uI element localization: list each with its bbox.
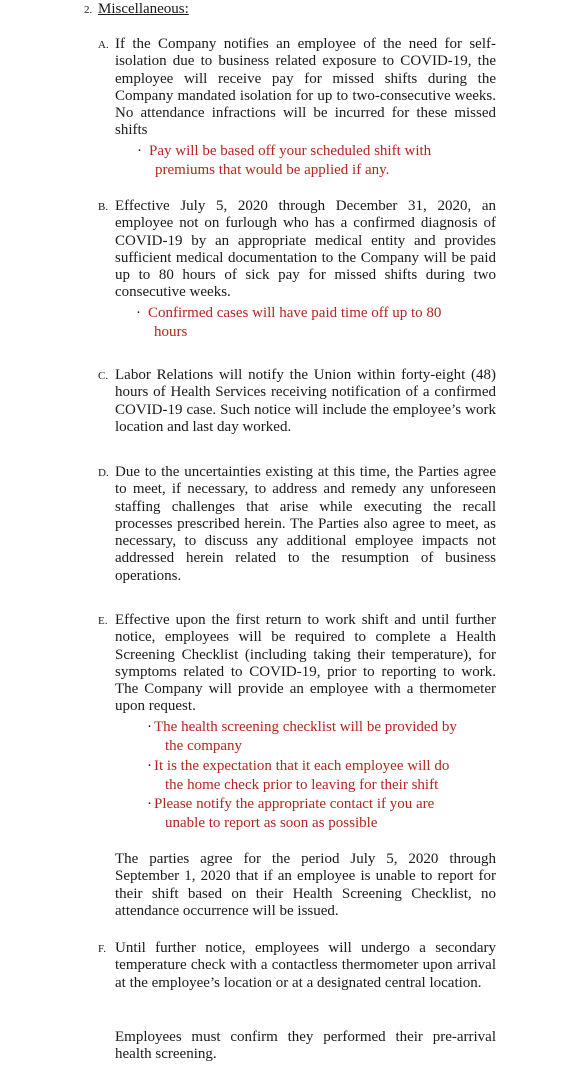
section-number: 2. [84,4,93,16]
bullet-line: Please notify the appropriate contact if you are [154,796,435,812]
bullet-line: the company [165,738,243,754]
item-f-followup: Employees must confirm they performed their pre-arrival health screening. [115,1029,496,1063]
bullet-line: Confirmed cases will have paid time off up to 80 [148,305,442,321]
bullet-dot-icon: · [137,143,142,159]
item-text: Labor Relations will notify the Union within forty-eight (48) hours of Health Services receiving notification of a confirmed COVID-19 case. Such notice will include the employee’s work location and last day worked. [115,367,496,435]
bullet-line: unable to report as soon as possible [165,815,378,831]
item-marker: C. [98,370,109,382]
bullet-dot-icon: · [147,758,152,774]
item-marker: A. [98,39,109,51]
annotation-bullet [136,304,496,342]
item-f [98,940,496,992]
bullet-dot-icon: · [147,719,152,735]
bullet-line: The health screening checklist will be provided by [154,719,457,735]
item-e-followup: The parties agree for the period July 5, 2020 through September 1, 2020 that if an employee is unable to report for their shift based on their Health Screening Checklist, no attendance occurrence will be issued. [115,851,496,919]
bullet-dot-icon: · [136,305,141,321]
section-title: Miscellaneous: [98,1,189,17]
annotation-bullet [147,718,497,756]
annotation-bullet [147,757,497,795]
item-c [98,367,496,436]
section-heading [84,0,189,19]
item-a [98,36,496,140]
bullet-line: It is the expectation that it each employee will do [154,758,450,774]
item-text: Effective upon the first return to work shift and until further notice, employees will be required to complete a Health Screening Checklist (including taking their temperature), for symptoms related to COVID-19, prior to reporting to work. The Company will provide an employee with a thermometer upon request. [115,612,496,715]
bullet-line: premiums that would be applied if any. [155,162,390,178]
item-text: Effective July 5, 2020 through December 31, 2020, an employee not on furlough who has a confirmed diagnosis of COVID-19 by an appropriate medical entity and provides sufficient medical documentation to the Company will be paid up to 80 hours of sick pay for missed shifts during two consecutive weeks. [115,198,496,301]
item-marker: D. [98,467,109,479]
item-text: Due to the uncertainties existing at this time, the Parties agree to meet, if necessary, to address and remedy any unforeseen staffing challenges that arise while executing the recall processes prescribed herein. The Parties also agree to meet, as necessary, to discuss any additional employee impacts not addressed herein related to the resumption of business operations. [115,464,496,584]
item-b [98,198,496,302]
bullet-line: Pay will be based off your scheduled shift with [149,143,432,159]
annotation-bullet [137,142,497,180]
annotation-bullet [147,795,497,833]
item-d [98,464,496,585]
item-marker: F. [98,943,106,955]
item-text: Until further notice, employees will undergo a secondary temperature check with a contactless thermometer upon arrival at the employee’s location or at a designated central location. [115,940,496,991]
bullet-line: hours [154,324,188,340]
bullet-dot-icon: · [147,796,152,812]
item-e [98,612,496,716]
item-text: If the Company notifies an employee of the need for self-isolation due to business related exposure to COVID-19, the employee will receive pay for missed shifts during the Company mandated isolation for up to two-consecutive weeks. No attendance infractions will be incurred for these missed shifts [115,36,496,139]
item-marker: E. [98,615,108,627]
item-marker: B. [98,201,109,213]
bullet-line: the home check prior to leaving for their shift [165,777,439,793]
